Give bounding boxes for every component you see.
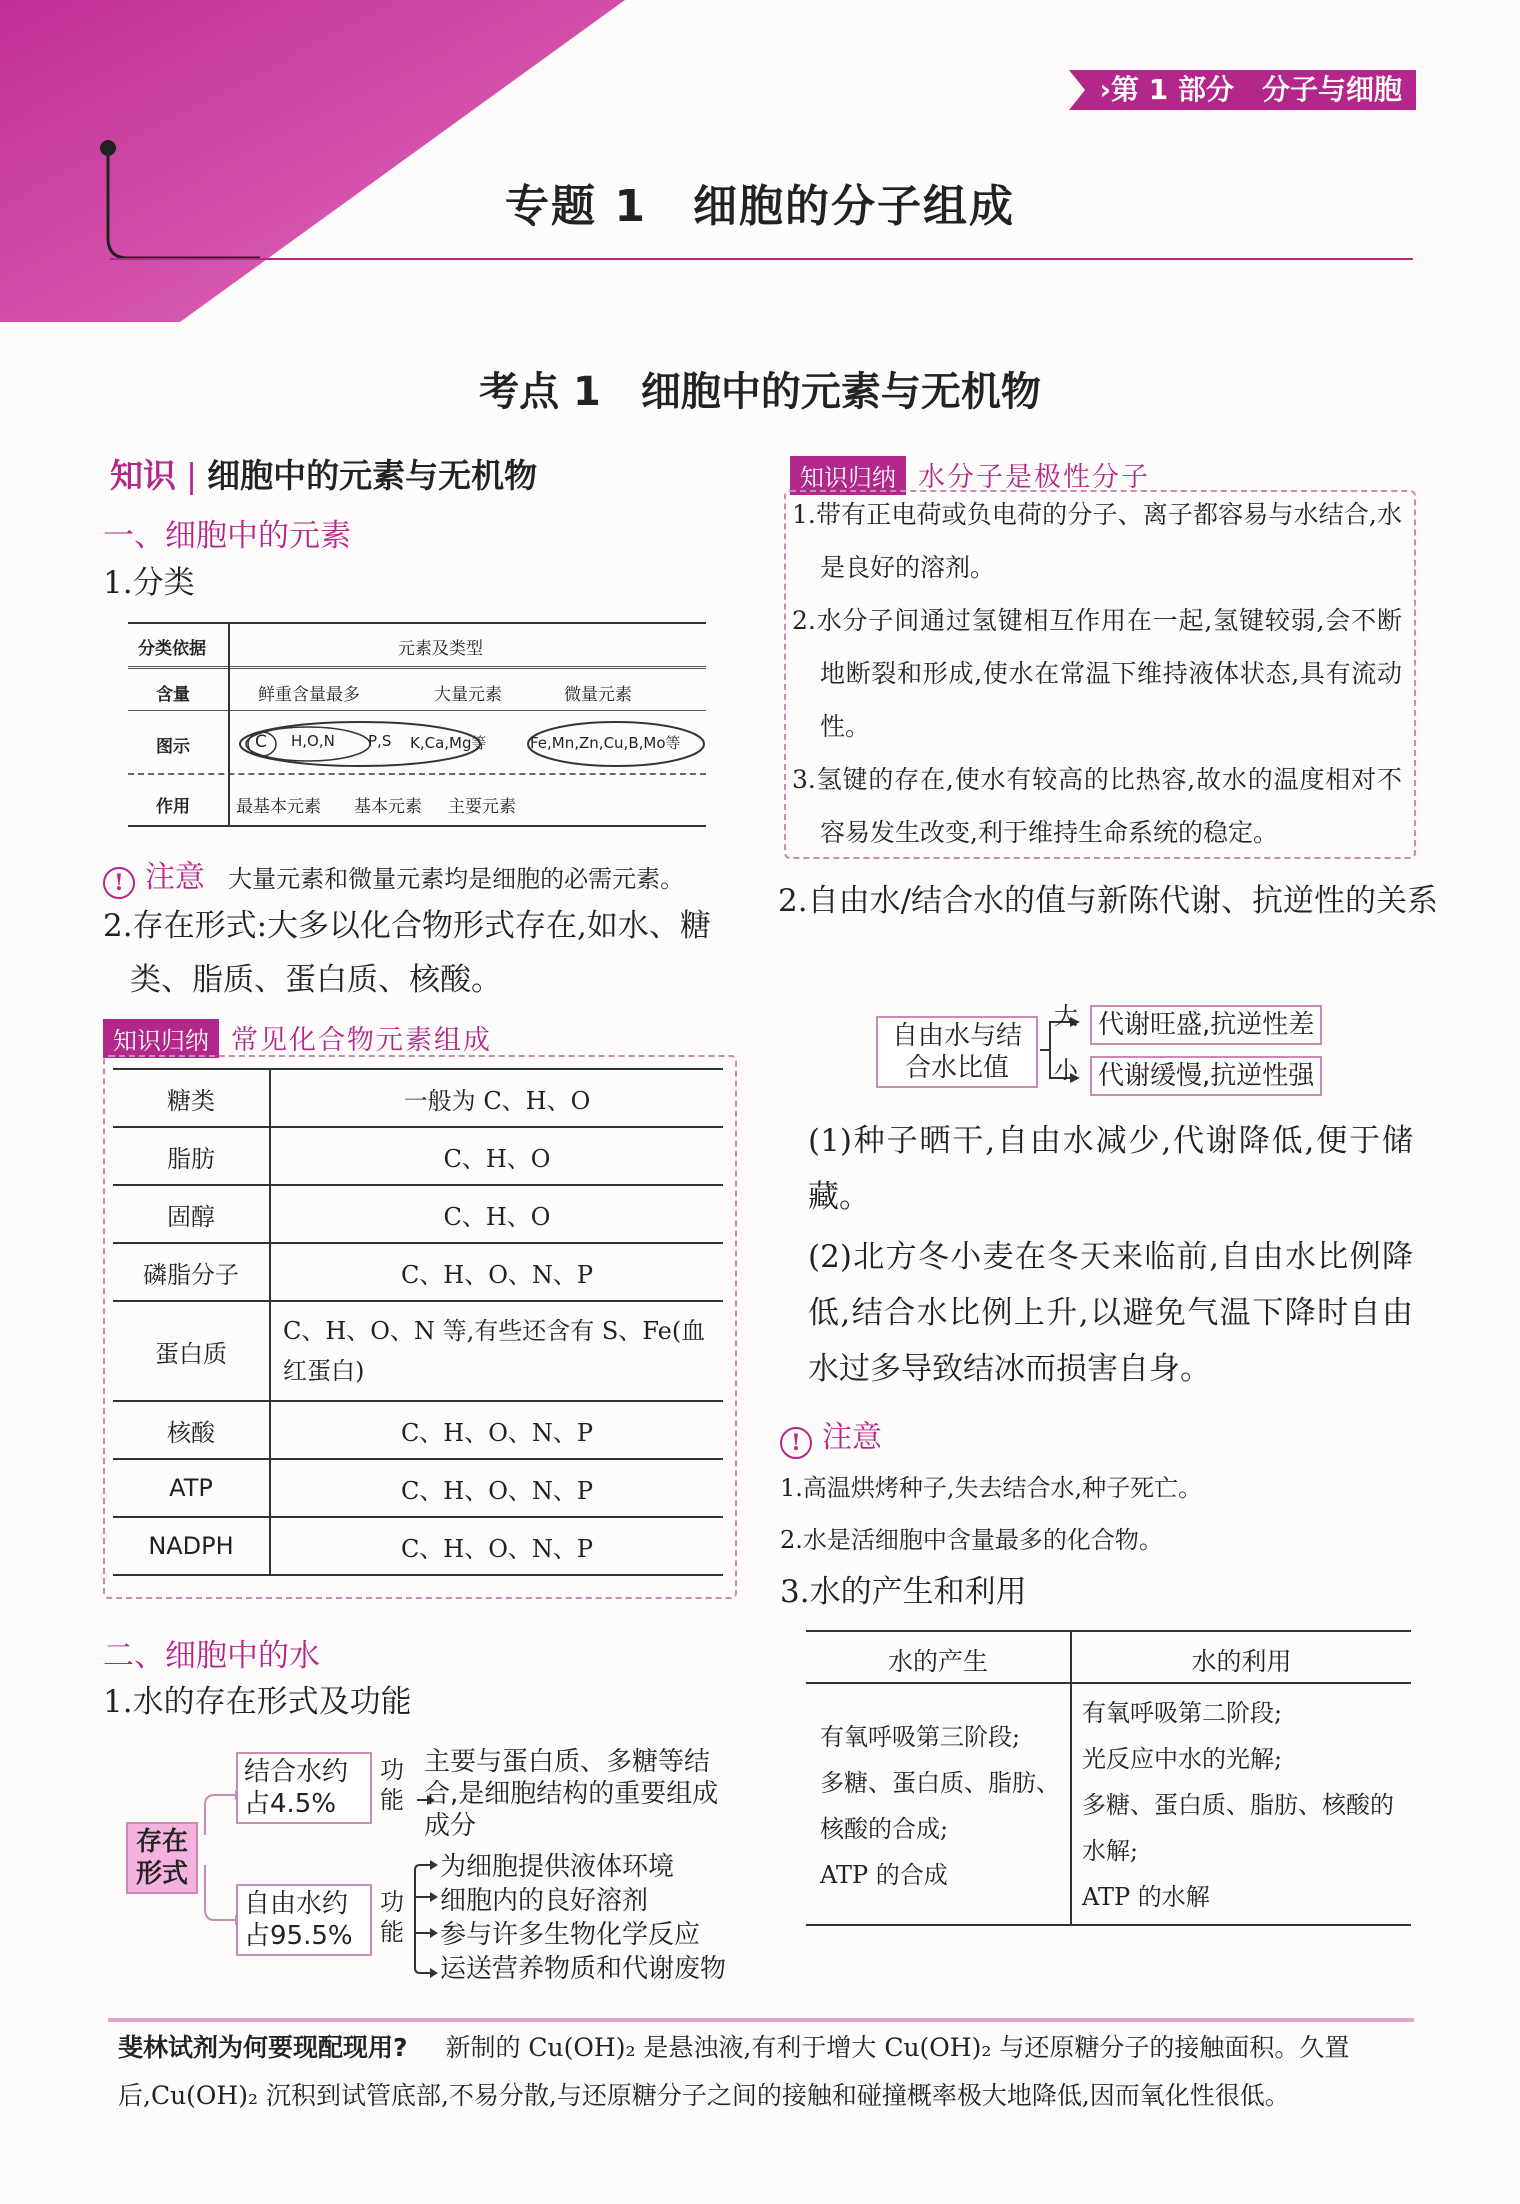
compound-elements: C、H、O、N 等,有些还含有 S、Fe(血红蛋白) [270,1301,723,1401]
table-cell: 微量元素 [564,685,632,705]
row-label: 图示 [156,737,190,757]
compound-elements: C、H、O、N、P [270,1459,723,1517]
footer-note [118,2024,1408,2120]
branch-small: 小 [1054,1056,1078,1084]
function-label-1: 功能 [370,1755,410,1815]
list-item: 2.水分子间通过氢键相互作用在一起,氢键较弱,会不断地断裂和形成,使水在常温下维持液体状态,具有流动性。 [792,606,1402,741]
classify-heading: 1.分类 [103,565,195,601]
table-row [113,1185,723,1243]
note-label: 注意 [145,860,205,895]
knowledge-tag: 知识 [110,456,176,495]
table-row [113,1243,723,1301]
table-header: 元素及类型 [398,639,483,659]
use-heading: 3.水的产生和利用 [780,1574,1027,1610]
compound-element-table [113,1068,723,1576]
compound-name: 糖类 [113,1069,270,1127]
example-1: (1)种子晒干,自由水减少,代谢降低,便于储藏。 [808,1123,1413,1215]
table-cell: 基本元素 [354,797,422,817]
part-tag: ›第 1 部分 分子与细胞 [1069,70,1416,110]
table-header: 水的利用 [1191,1647,1292,1676]
header-corner-decoration [0,0,625,322]
example-2: (2)北方冬小麦在冬天来临前,自由水比例降低,结合水比例上升,以避免气温下降时自由水过多导致结冰而损害自身。 [808,1239,1413,1387]
summary-tag-title: 常见化合物元素组成 [231,1025,492,1056]
compound-name: 磷脂分子 [113,1243,270,1301]
list-item: 光反应中水的光解; [1082,1745,1283,1773]
summary-tag-title: 水分子是极性分子 [918,462,1150,493]
note-text: 大量元素和微量元素均是细胞的必需元素。 [228,865,685,893]
element-micro: Fe,Mn,Zn,Cu,B,Mo等 [530,734,681,752]
list-item: 1.带有正电荷或负电荷的分子、离子都容易与水结合,水是良好的溶剂。 [792,500,1402,582]
summary-tag-1 [103,1018,492,1058]
knowledge-title: 细胞中的元素与无机物 [207,456,538,495]
existence-form-box: 存在形式 [126,1822,198,1894]
row-label: 含量 [156,685,190,705]
list-item: 为细胞提供液体环境 [440,1852,675,1882]
compound-name: ATP [113,1459,270,1517]
summary-tag-label: 知识归纳 [790,456,906,495]
classification-table [128,622,706,827]
heading-elements: 一、细胞中的元素 [103,518,351,554]
table-cell: 鲜重含量最多 [258,685,360,705]
heading-water: 二、细胞中的水 [103,1638,320,1674]
list-item: 核酸的合成; [820,1815,949,1843]
utilization-list [1082,1690,1394,1920]
compound-name: 蛋白质 [113,1301,270,1401]
section-title: 考点 1 细胞中的元素与无机物 [479,369,1041,415]
table-row [113,1517,723,1575]
list-item: ATP 的水解 [1082,1883,1210,1911]
table-row [113,1459,723,1517]
note-label: 注意 [822,1420,882,1455]
big-result-box: 代谢旺盛,抗逆性差 [1090,1005,1322,1045]
note-2 [780,1412,882,1459]
list-item: 水解; [1082,1837,1139,1865]
compound-name: NADPH [113,1517,270,1575]
polar-list [792,488,1402,859]
table-row [113,1401,723,1459]
element-ps: P,S [368,732,392,750]
element-c: C [255,732,267,752]
note-1 [103,852,743,899]
footer-divider [108,2018,1414,2022]
compound-name: 固醇 [113,1185,270,1243]
compound-name: 核酸 [113,1401,270,1459]
compound-elements: C、H、O、N、P [270,1401,723,1459]
table-header: 水的产生 [887,1647,988,1676]
branch-big: 大 [1054,1002,1078,1030]
note-2-list [780,1462,1202,1566]
existence-line-2: 类、脂质、蛋白质、核酸。 [130,962,502,998]
chapter-title: 专题 1 细胞的分子组成 [505,181,1015,232]
list-item: 多糖、蛋白质、脂肪、核酸的 [1082,1791,1394,1819]
compound-elements: C、H、O [270,1185,723,1243]
list-item: 多糖、蛋白质、脂肪、 [820,1769,1060,1797]
footer-answer: 新制的 Cu(OH)₂ 是悬浊液,有利于增大 Cu(OH)₂ 与还原糖分子的接触面积。久置后,Cu(OH)₂ 沉积到试管底部,不易分散,与还原糖分子之间的接触和碰撞概率极大地降低,因而氧化性很低。 [118,2033,1350,2110]
table-row [113,1301,723,1401]
table-cell: 主要元素 [448,797,516,817]
table-row [113,1069,723,1127]
warning-icon: ! [103,867,135,899]
list-item: 有氧呼吸第二阶段; [1082,1699,1283,1727]
free-water-box: 自由水约占95.5% [236,1884,372,1956]
footer-question: 斐林试剂为何要现配现用? [118,2033,408,2062]
production-list [820,1714,1060,1898]
list-item: 3.氢键的存在,使水有较高的比热容,故水的温度相对不容易发生改变,利于维持生命系统的稳定。 [792,765,1402,847]
list-item: 运送营养物质和代谢废物 [440,1954,727,1984]
list-item: 细胞内的良好溶剂 [440,1886,649,1916]
function-label-2: 功能 [370,1887,410,1947]
element-kcamg: K,Ca,Mg等 [410,734,487,752]
water-form-heading: 1.水的存在形式及功能 [103,1684,412,1720]
water-use-table [806,1630,1411,1926]
compound-elements: C、H、O [270,1127,723,1185]
table-cell: 大量元素 [434,685,502,705]
list-item: 2.水是活细胞中含量最多的化合物。 [780,1526,1163,1554]
compound-elements: 一般为 C、H、O [270,1069,723,1127]
summary-tag-label: 知识归纳 [103,1019,219,1058]
list-item: 有氧呼吸第三阶段; [820,1723,1021,1751]
small-result-box: 代谢缓慢,抗逆性强 [1090,1056,1322,1096]
list-item: 1.高温烘烤种子,失去结合水,种子死亡。 [780,1474,1203,1502]
existence-line-1: 2.存在形式:大多以化合物形式存在,如水、糖 [103,908,711,944]
compound-elements: C、H、O、N、P [270,1243,723,1301]
table-row [113,1127,723,1185]
list-item: ATP 的合成 [820,1861,948,1889]
bound-water-function: 主要与蛋白质、多糖等结合,是细胞结构的重要组成成分 [424,1747,719,1841]
header-divider [110,258,1413,260]
element-hon: H,O,N [291,732,335,750]
compound-name: 脂肪 [113,1127,270,1185]
list-item: 参与许多生物化学反应 [440,1920,701,1950]
ratio-box: 自由水与结合水比值 [876,1016,1038,1088]
compound-elements: C、H、O、N、P [270,1517,723,1575]
table-header: 分类依据 [138,639,206,659]
row-label: 作用 [156,797,190,817]
table-cell: 最基本元素 [236,797,321,817]
warning-icon: ! [780,1427,812,1459]
ratio-heading: 2.自由水/结合水的值与新陈代谢、抗逆性的关系 [778,883,1439,919]
bound-water-box: 结合水约占4.5% [236,1752,372,1824]
knowledge-label: 知识 | 细胞中的元素与无机物 [110,456,538,495]
free-water-functions [440,1850,726,1986]
